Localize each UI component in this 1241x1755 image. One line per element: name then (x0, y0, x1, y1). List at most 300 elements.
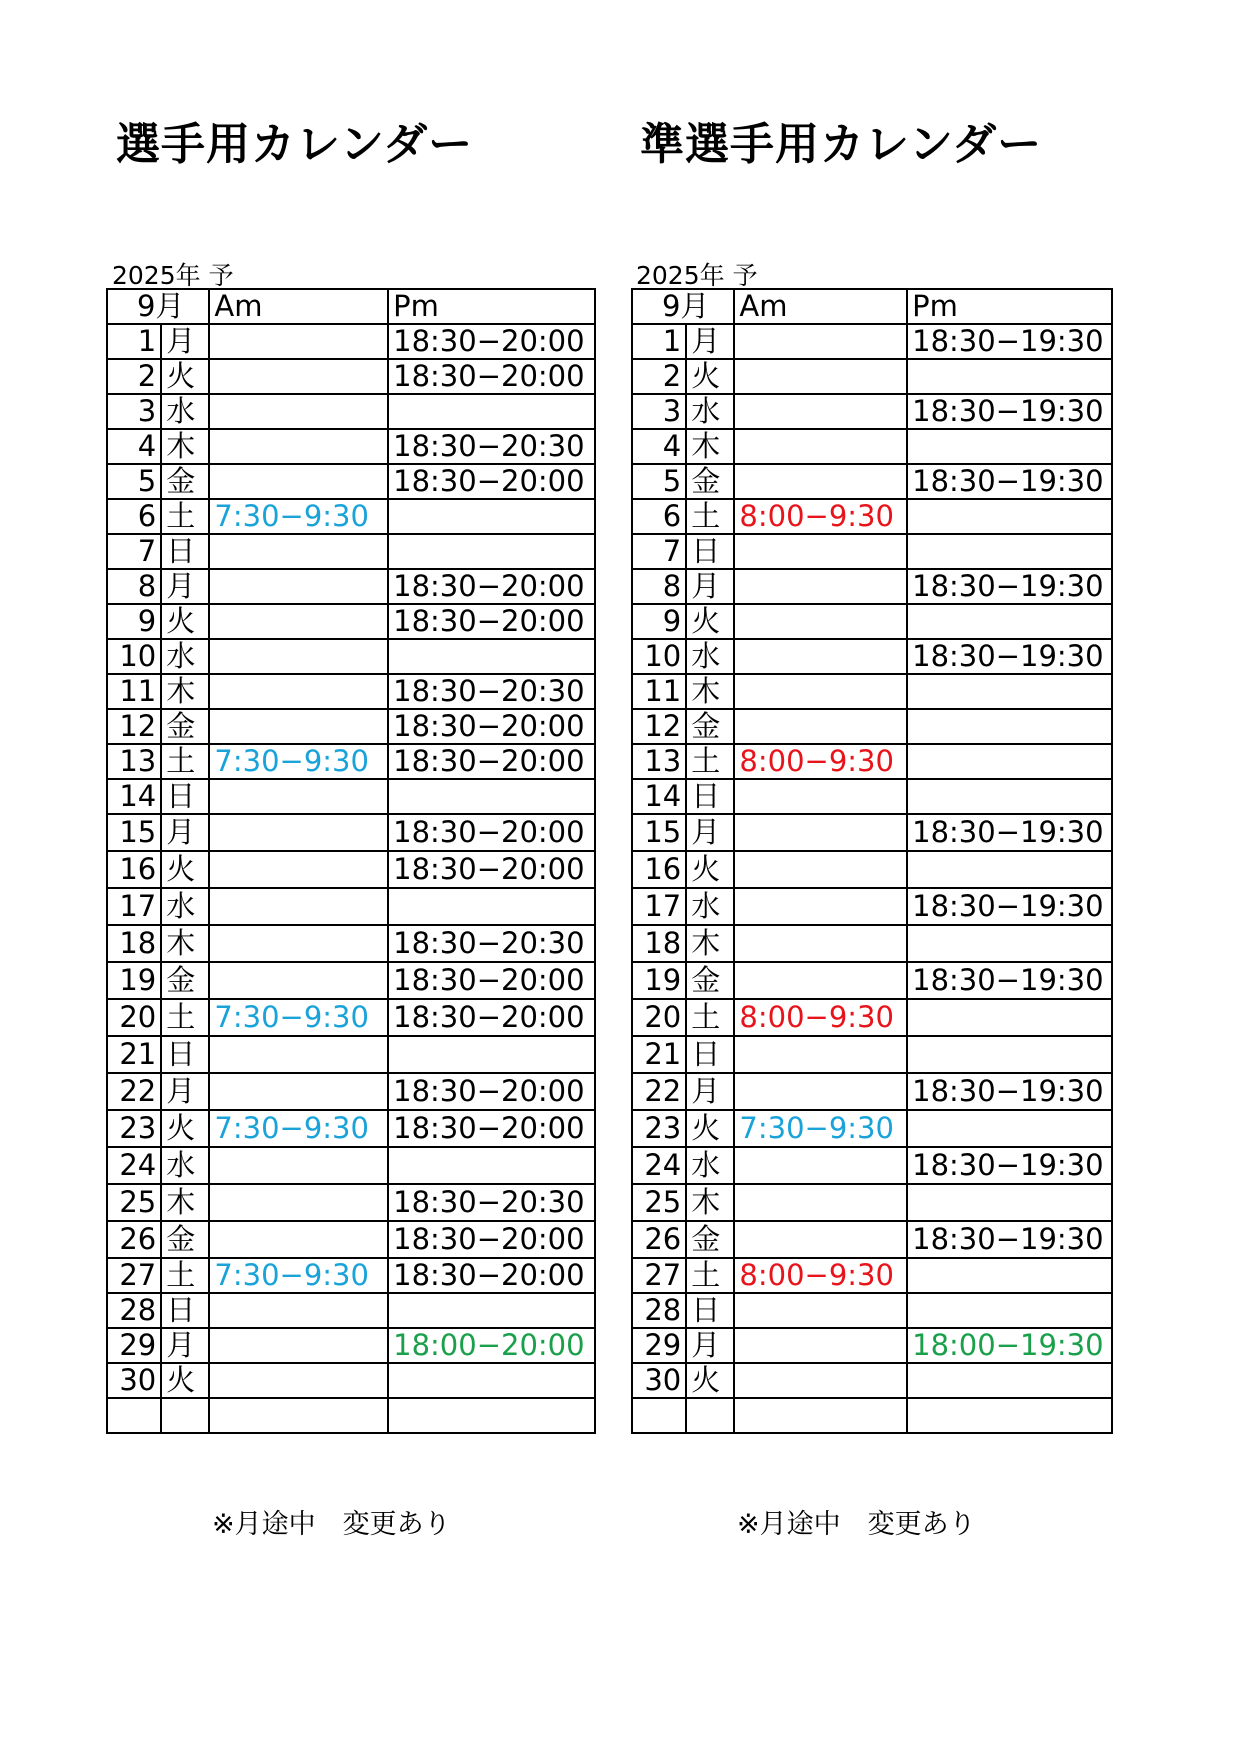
am-cell: 8:00−9:30 (734, 744, 907, 779)
table-row (632, 604, 1112, 639)
day-cell: 23 (107, 1110, 161, 1147)
day-cell: 20 (632, 999, 686, 1036)
table-row (107, 1036, 595, 1073)
table-row (632, 779, 1112, 814)
pm-cell: 18:30−19:30 (907, 962, 1112, 999)
pm-cell (907, 429, 1112, 464)
weekday-cell: 木 (686, 925, 734, 962)
pm-cell (388, 534, 595, 569)
day-cell: 18 (107, 925, 161, 962)
pm-cell: 18:30−20:30 (388, 429, 595, 464)
am-cell (209, 429, 388, 464)
weekday-cell: 日 (161, 1036, 209, 1073)
weekday-cell: 日 (686, 1036, 734, 1073)
weekday-cell: 水 (161, 394, 209, 429)
weekday-cell: 日 (686, 534, 734, 569)
table-row (107, 744, 595, 779)
am-header: Am (734, 289, 907, 324)
table-row (107, 569, 595, 604)
pm-cell: 18:30−19:30 (907, 1221, 1112, 1258)
left-title: 選手用カレンダー (116, 119, 474, 170)
pm-cell: 18:30−19:30 (907, 1073, 1112, 1110)
table-row (107, 429, 595, 464)
am-cell (734, 709, 907, 744)
pm-cell (388, 499, 595, 534)
am-cell (209, 779, 388, 814)
weekday-cell: 水 (686, 639, 734, 674)
pm-cell: 18:30−20:00 (388, 851, 595, 888)
weekday-cell: 土 (686, 1258, 734, 1293)
day-cell: 19 (107, 962, 161, 999)
am-cell (734, 569, 907, 604)
am-cell: 8:00−9:30 (734, 1258, 907, 1293)
table-row (107, 639, 595, 674)
table-row (632, 925, 1112, 962)
pm-cell (907, 1110, 1112, 1147)
left-calendar-table (106, 288, 596, 1434)
pm-cell: 18:30−20:00 (388, 999, 595, 1036)
right-calendar-table (631, 288, 1113, 1434)
pm-cell: 18:30−20:00 (388, 569, 595, 604)
pm-cell (907, 779, 1112, 814)
pm-cell: 18:30−19:30 (907, 1147, 1112, 1184)
pm-cell (907, 1398, 1112, 1433)
table-row (632, 429, 1112, 464)
am-cell (734, 888, 907, 925)
table-row (632, 744, 1112, 779)
table-row (107, 999, 595, 1036)
pm-cell (907, 709, 1112, 744)
pm-cell: 18:30−20:00 (388, 744, 595, 779)
table-row (632, 851, 1112, 888)
weekday-cell (686, 1398, 734, 1433)
table-row (632, 499, 1112, 534)
day-cell: 6 (632, 499, 686, 534)
day-cell: 10 (632, 639, 686, 674)
table-row (632, 639, 1112, 674)
table-row (107, 1073, 595, 1110)
table-row (632, 1258, 1112, 1293)
day-cell: 15 (632, 814, 686, 851)
table-row (107, 1328, 595, 1363)
day-cell: 6 (107, 499, 161, 534)
am-cell: 7:30−9:30 (209, 499, 388, 534)
pm-cell: 18:30−20:30 (388, 674, 595, 709)
am-cell (209, 1036, 388, 1073)
pm-cell: 18:30−20:00 (388, 1258, 595, 1293)
am-cell: 7:30−9:30 (209, 999, 388, 1036)
table-row (107, 394, 595, 429)
day-cell: 30 (632, 1363, 686, 1398)
am-cell (209, 962, 388, 999)
pm-cell (907, 1293, 1112, 1328)
day-cell: 8 (107, 569, 161, 604)
weekday-cell: 火 (161, 1363, 209, 1398)
pm-cell: 18:30−20:00 (388, 814, 595, 851)
day-cell: 7 (632, 534, 686, 569)
pm-cell: 18:30−20:00 (388, 1110, 595, 1147)
day-cell: 28 (632, 1293, 686, 1328)
day-cell: 30 (107, 1363, 161, 1398)
weekday-cell: 木 (161, 674, 209, 709)
day-cell: 29 (107, 1328, 161, 1363)
pm-cell (907, 999, 1112, 1036)
am-cell (734, 604, 907, 639)
day-cell: 14 (632, 779, 686, 814)
table-row (107, 499, 595, 534)
weekday-cell: 土 (161, 999, 209, 1036)
table-row (107, 962, 595, 999)
day-cell: 5 (107, 464, 161, 499)
table-row (107, 1184, 595, 1221)
table-row (632, 1147, 1112, 1184)
weekday-cell: 月 (161, 324, 209, 359)
pm-cell: 18:30−20:00 (388, 962, 595, 999)
table-row (632, 359, 1112, 394)
weekday-cell: 月 (686, 814, 734, 851)
table-row (632, 394, 1112, 429)
table-row (107, 359, 595, 394)
am-cell (209, 851, 388, 888)
am-cell (209, 604, 388, 639)
table-header-row (632, 289, 1112, 324)
table-row (107, 1293, 595, 1328)
table-row (632, 674, 1112, 709)
table-row (632, 962, 1112, 999)
table-row (632, 1073, 1112, 1110)
am-cell (734, 674, 907, 709)
am-cell (209, 464, 388, 499)
pm-cell (388, 1293, 595, 1328)
day-cell: 14 (107, 779, 161, 814)
weekday-cell: 日 (161, 534, 209, 569)
am-cell (209, 359, 388, 394)
am-cell (209, 674, 388, 709)
am-cell (734, 1073, 907, 1110)
pm-cell: 18:30−19:30 (907, 569, 1112, 604)
pm-header: Pm (388, 289, 595, 324)
table-row (107, 1221, 595, 1258)
am-cell: 8:00−9:30 (734, 999, 907, 1036)
am-cell (209, 814, 388, 851)
table-row (107, 324, 595, 359)
am-cell (209, 1147, 388, 1184)
weekday-cell: 水 (161, 888, 209, 925)
day-cell: 17 (107, 888, 161, 925)
am-cell: 7:30−9:30 (734, 1110, 907, 1147)
table-row (107, 464, 595, 499)
weekday-cell: 金 (686, 709, 734, 744)
month-header: 9月 (107, 289, 209, 324)
pm-cell (907, 604, 1112, 639)
day-cell: 5 (632, 464, 686, 499)
weekday-cell: 日 (161, 1293, 209, 1328)
am-cell (734, 639, 907, 674)
weekday-cell: 土 (161, 744, 209, 779)
right-title: 準選手用カレンダー (640, 119, 1043, 170)
weekday-cell: 木 (161, 1184, 209, 1221)
day-cell: 13 (632, 744, 686, 779)
day-cell: 21 (107, 1036, 161, 1073)
day-cell: 17 (632, 888, 686, 925)
am-cell (734, 1363, 907, 1398)
weekday-cell: 月 (161, 1073, 209, 1110)
pm-cell: 18:30−19:30 (907, 324, 1112, 359)
day-cell: 22 (107, 1073, 161, 1110)
weekday-cell: 日 (686, 779, 734, 814)
table-row (632, 999, 1112, 1036)
am-cell (734, 1221, 907, 1258)
am-cell: 7:30−9:30 (209, 1110, 388, 1147)
pm-cell (907, 499, 1112, 534)
weekday-cell: 月 (161, 569, 209, 604)
pm-cell: 18:30−19:30 (907, 639, 1112, 674)
day-cell: 24 (107, 1147, 161, 1184)
table-row (632, 569, 1112, 604)
day-cell: 7 (107, 534, 161, 569)
pm-cell (907, 1258, 1112, 1293)
day-cell: 9 (107, 604, 161, 639)
am-cell (734, 962, 907, 999)
day-cell: 25 (107, 1184, 161, 1221)
weekday-cell: 月 (686, 1328, 734, 1363)
weekday-cell: 木 (686, 429, 734, 464)
pm-cell (907, 1363, 1112, 1398)
day-cell: 29 (632, 1328, 686, 1363)
am-cell (209, 925, 388, 962)
table-row (107, 851, 595, 888)
am-cell (209, 639, 388, 674)
pm-cell (907, 359, 1112, 394)
day-cell: 22 (632, 1073, 686, 1110)
weekday-cell: 土 (686, 499, 734, 534)
pm-cell (388, 1398, 595, 1433)
weekday-cell: 水 (686, 888, 734, 925)
pm-cell (388, 888, 595, 925)
table-row (107, 779, 595, 814)
table-row (107, 1363, 595, 1398)
day-cell: 24 (632, 1147, 686, 1184)
am-cell (209, 394, 388, 429)
table-row (107, 604, 595, 639)
table-row (107, 534, 595, 569)
pm-cell (907, 851, 1112, 888)
weekday-cell: 水 (161, 639, 209, 674)
table-row (107, 1258, 595, 1293)
day-cell: 11 (632, 674, 686, 709)
pm-cell (907, 744, 1112, 779)
weekday-cell: 火 (161, 1110, 209, 1147)
weekday-cell: 金 (161, 962, 209, 999)
weekday-cell (161, 1398, 209, 1433)
pm-cell: 18:30−19:30 (907, 464, 1112, 499)
right-note: ※月途中 変更あり (737, 1509, 976, 1540)
am-cell (734, 1328, 907, 1363)
day-cell: 3 (632, 394, 686, 429)
pm-cell (907, 674, 1112, 709)
am-cell (734, 1293, 907, 1328)
weekday-cell: 木 (686, 1184, 734, 1221)
table-row (632, 1293, 1112, 1328)
am-cell (209, 1184, 388, 1221)
pm-cell (388, 1363, 595, 1398)
am-cell (209, 709, 388, 744)
weekday-cell: 木 (686, 674, 734, 709)
table-header-row (107, 289, 595, 324)
weekday-cell: 水 (161, 1147, 209, 1184)
day-cell: 27 (632, 1258, 686, 1293)
am-cell (209, 1073, 388, 1110)
pm-cell: 18:30−20:30 (388, 925, 595, 962)
am-cell (734, 1036, 907, 1073)
table-row (632, 324, 1112, 359)
am-cell (209, 1221, 388, 1258)
weekday-cell: 金 (161, 464, 209, 499)
table-row (632, 1398, 1112, 1433)
weekday-cell: 火 (161, 851, 209, 888)
weekday-cell: 水 (686, 394, 734, 429)
weekday-cell: 火 (161, 359, 209, 394)
am-cell (209, 569, 388, 604)
am-cell (209, 324, 388, 359)
pm-header: Pm (907, 289, 1112, 324)
pm-cell (907, 925, 1112, 962)
table-row (632, 1221, 1112, 1258)
day-cell: 1 (107, 324, 161, 359)
day-cell: 23 (632, 1110, 686, 1147)
day-cell (107, 1398, 161, 1433)
day-cell: 12 (107, 709, 161, 744)
day-cell: 27 (107, 1258, 161, 1293)
am-cell (734, 1184, 907, 1221)
pm-cell (388, 779, 595, 814)
day-cell: 21 (632, 1036, 686, 1073)
am-cell (209, 534, 388, 569)
am-cell (734, 1147, 907, 1184)
table-row (107, 888, 595, 925)
pm-cell: 18:30−20:00 (388, 1221, 595, 1258)
weekday-cell: 木 (161, 429, 209, 464)
am-cell (734, 1398, 907, 1433)
day-cell: 2 (107, 359, 161, 394)
table-row (107, 709, 595, 744)
weekday-cell: 土 (161, 499, 209, 534)
weekday-cell: 火 (686, 851, 734, 888)
day-cell: 12 (632, 709, 686, 744)
left-note: ※月途中 変更あり (212, 1509, 451, 1540)
month-header: 9月 (632, 289, 734, 324)
weekday-cell: 日 (161, 779, 209, 814)
weekday-cell: 火 (161, 604, 209, 639)
am-cell (209, 1328, 388, 1363)
table-row (632, 709, 1112, 744)
table-row (632, 1036, 1112, 1073)
pm-cell: 18:00−19:30 (907, 1328, 1112, 1363)
day-cell: 15 (107, 814, 161, 851)
pm-cell: 18:30−19:30 (907, 394, 1112, 429)
am-cell (734, 394, 907, 429)
am-cell (209, 1398, 388, 1433)
am-header: Am (209, 289, 388, 324)
pm-cell: 18:30−20:00 (388, 709, 595, 744)
pm-cell: 18:30−20:00 (388, 359, 595, 394)
day-cell: 20 (107, 999, 161, 1036)
am-cell: 8:00−9:30 (734, 499, 907, 534)
weekday-cell: 月 (161, 814, 209, 851)
day-cell: 4 (107, 429, 161, 464)
weekday-cell: 金 (686, 962, 734, 999)
day-cell (632, 1398, 686, 1433)
pm-cell (388, 1147, 595, 1184)
weekday-cell: 月 (686, 324, 734, 359)
weekday-cell: 火 (686, 359, 734, 394)
day-cell: 10 (107, 639, 161, 674)
weekday-cell: 月 (686, 1073, 734, 1110)
pm-cell: 18:30−20:00 (388, 604, 595, 639)
pm-cell (907, 534, 1112, 569)
am-cell (734, 925, 907, 962)
day-cell: 4 (632, 429, 686, 464)
table-row (107, 1110, 595, 1147)
pm-cell: 18:00−20:00 (388, 1328, 595, 1363)
day-cell: 16 (632, 851, 686, 888)
day-cell: 28 (107, 1293, 161, 1328)
day-cell: 1 (632, 324, 686, 359)
am-cell (734, 464, 907, 499)
am-cell (209, 888, 388, 925)
pm-cell (907, 1184, 1112, 1221)
table-row (632, 1328, 1112, 1363)
weekday-cell: 金 (161, 709, 209, 744)
pm-cell: 18:30−19:30 (907, 888, 1112, 925)
pm-cell: 18:30−20:00 (388, 1073, 595, 1110)
am-cell (734, 814, 907, 851)
pm-cell: 18:30−20:00 (388, 324, 595, 359)
pm-cell (388, 639, 595, 674)
am-cell: 7:30−9:30 (209, 744, 388, 779)
am-cell (734, 429, 907, 464)
am-cell (734, 534, 907, 569)
table-row (632, 1184, 1112, 1221)
pm-cell: 18:30−20:30 (388, 1184, 595, 1221)
table-row (107, 1398, 595, 1433)
am-cell (734, 359, 907, 394)
am-cell (734, 324, 907, 359)
weekday-cell: 土 (161, 1258, 209, 1293)
pm-cell (907, 1036, 1112, 1073)
table-row (107, 814, 595, 851)
weekday-cell: 金 (686, 1221, 734, 1258)
table-row (632, 814, 1112, 851)
day-cell: 11 (107, 674, 161, 709)
table-row (632, 464, 1112, 499)
day-cell: 26 (107, 1221, 161, 1258)
weekday-cell: 金 (686, 464, 734, 499)
day-cell: 3 (107, 394, 161, 429)
day-cell: 9 (632, 604, 686, 639)
weekday-cell: 水 (686, 1147, 734, 1184)
weekday-cell: 月 (161, 1328, 209, 1363)
day-cell: 26 (632, 1221, 686, 1258)
am-cell (734, 779, 907, 814)
am-cell (209, 1363, 388, 1398)
table-row (107, 1147, 595, 1184)
weekday-cell: 金 (161, 1221, 209, 1258)
day-cell: 19 (632, 962, 686, 999)
weekday-cell: 火 (686, 1110, 734, 1147)
weekday-cell: 土 (686, 999, 734, 1036)
weekday-cell: 火 (686, 604, 734, 639)
